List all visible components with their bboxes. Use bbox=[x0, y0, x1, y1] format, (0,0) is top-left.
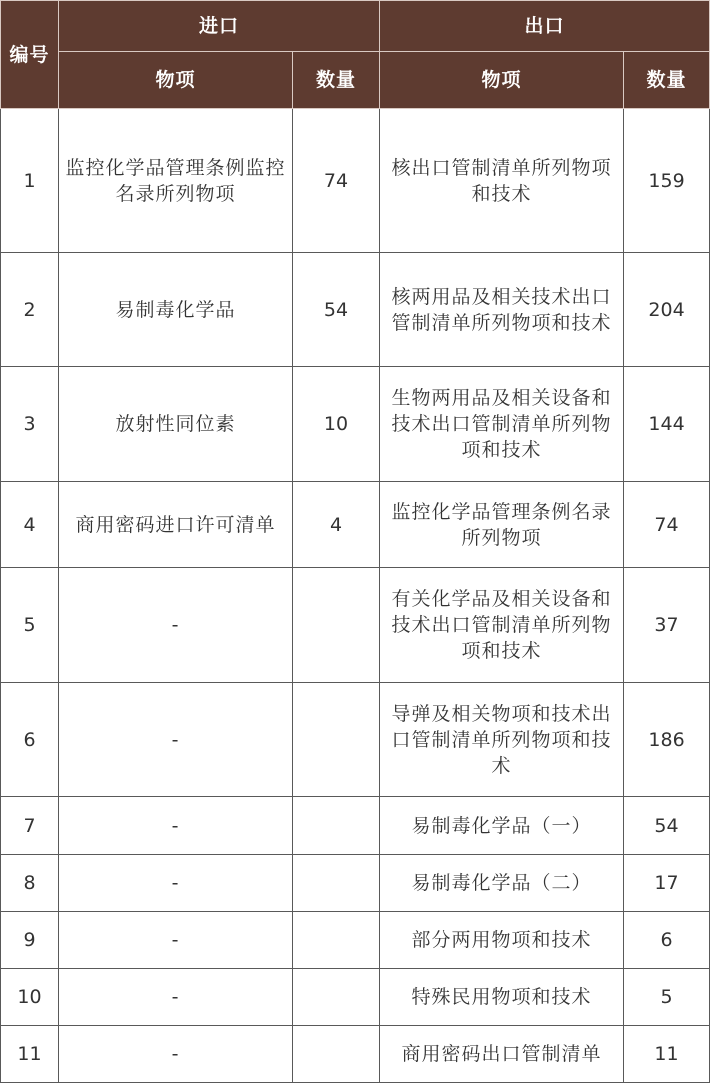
import-item: 放射性同位素 bbox=[59, 367, 293, 482]
import-item: 监控化学品管理条例监控名录所列物项 bbox=[59, 109, 293, 253]
export-qty: 37 bbox=[624, 568, 710, 683]
export-qty: 186 bbox=[624, 683, 710, 797]
header-export: 出口 bbox=[380, 1, 710, 52]
row-no: 11 bbox=[1, 1026, 59, 1083]
export-qty: 11 bbox=[624, 1026, 710, 1083]
export-item: 有关化学品及相关设备和技术出口管制清单所列物项和技术 bbox=[380, 568, 624, 683]
import-qty bbox=[293, 912, 380, 969]
table-row bbox=[1, 482, 710, 568]
export-item: 监控化学品管理条例名录所列物项 bbox=[380, 482, 624, 568]
row-no: 7 bbox=[1, 797, 59, 855]
table-row bbox=[1, 367, 710, 482]
export-item: 易制毒化学品（一） bbox=[380, 797, 624, 855]
table-row bbox=[1, 969, 710, 1026]
row-no: 10 bbox=[1, 969, 59, 1026]
import-item: - bbox=[59, 797, 293, 855]
export-item: 生物两用品及相关设备和技术出口管制清单所列物项和技术 bbox=[380, 367, 624, 482]
import-item: - bbox=[59, 568, 293, 683]
export-item: 商用密码出口管制清单 bbox=[380, 1026, 624, 1083]
export-item: 易制毒化学品（二） bbox=[380, 855, 624, 912]
header-row-sub bbox=[1, 52, 710, 109]
import-qty: 74 bbox=[293, 109, 380, 253]
import-qty bbox=[293, 797, 380, 855]
import-item: - bbox=[59, 912, 293, 969]
row-no: 8 bbox=[1, 855, 59, 912]
import-item: - bbox=[59, 855, 293, 912]
table-row bbox=[1, 109, 710, 253]
export-item: 部分两用物项和技术 bbox=[380, 912, 624, 969]
export-qty: 144 bbox=[624, 367, 710, 482]
row-no: 5 bbox=[1, 568, 59, 683]
import-item: 易制毒化学品 bbox=[59, 253, 293, 367]
row-no: 2 bbox=[1, 253, 59, 367]
import-qty: 54 bbox=[293, 253, 380, 367]
export-item: 导弹及相关物项和技术出口管制清单所列物项和技术 bbox=[380, 683, 624, 797]
import-qty: 4 bbox=[293, 482, 380, 568]
export-qty: 17 bbox=[624, 855, 710, 912]
export-qty: 6 bbox=[624, 912, 710, 969]
row-no: 4 bbox=[1, 482, 59, 568]
export-item: 核两用品及相关技术出口管制清单所列物项和技术 bbox=[380, 253, 624, 367]
import-qty: 10 bbox=[293, 367, 380, 482]
header-import-item: 物项 bbox=[59, 52, 293, 109]
table-row bbox=[1, 253, 710, 367]
header-export-qty: 数量 bbox=[624, 52, 710, 109]
table-row bbox=[1, 912, 710, 969]
import-qty bbox=[293, 1026, 380, 1083]
export-qty: 204 bbox=[624, 253, 710, 367]
import-qty bbox=[293, 855, 380, 912]
import-item: - bbox=[59, 1026, 293, 1083]
header-export-item: 物项 bbox=[380, 52, 624, 109]
import-qty bbox=[293, 969, 380, 1026]
table-row bbox=[1, 683, 710, 797]
export-item: 特殊民用物项和技术 bbox=[380, 969, 624, 1026]
table-row bbox=[1, 568, 710, 683]
header-import: 进口 bbox=[59, 1, 380, 52]
row-no: 1 bbox=[1, 109, 59, 253]
import-item: - bbox=[59, 683, 293, 797]
header-no: 编号 bbox=[1, 1, 59, 109]
table-row bbox=[1, 1026, 710, 1083]
import-qty bbox=[293, 568, 380, 683]
row-no: 9 bbox=[1, 912, 59, 969]
table-row bbox=[1, 797, 710, 855]
import-qty bbox=[293, 683, 380, 797]
export-qty: 54 bbox=[624, 797, 710, 855]
export-qty: 5 bbox=[624, 969, 710, 1026]
import-item: - bbox=[59, 969, 293, 1026]
header-row-top bbox=[1, 1, 710, 52]
export-qty: 74 bbox=[624, 482, 710, 568]
header-import-qty: 数量 bbox=[293, 52, 380, 109]
export-item: 核出口管制清单所列物项和技术 bbox=[380, 109, 624, 253]
row-no: 3 bbox=[1, 367, 59, 482]
export-qty: 159 bbox=[624, 109, 710, 253]
import-item: 商用密码进口许可清单 bbox=[59, 482, 293, 568]
table-row bbox=[1, 855, 710, 912]
row-no: 6 bbox=[1, 683, 59, 797]
